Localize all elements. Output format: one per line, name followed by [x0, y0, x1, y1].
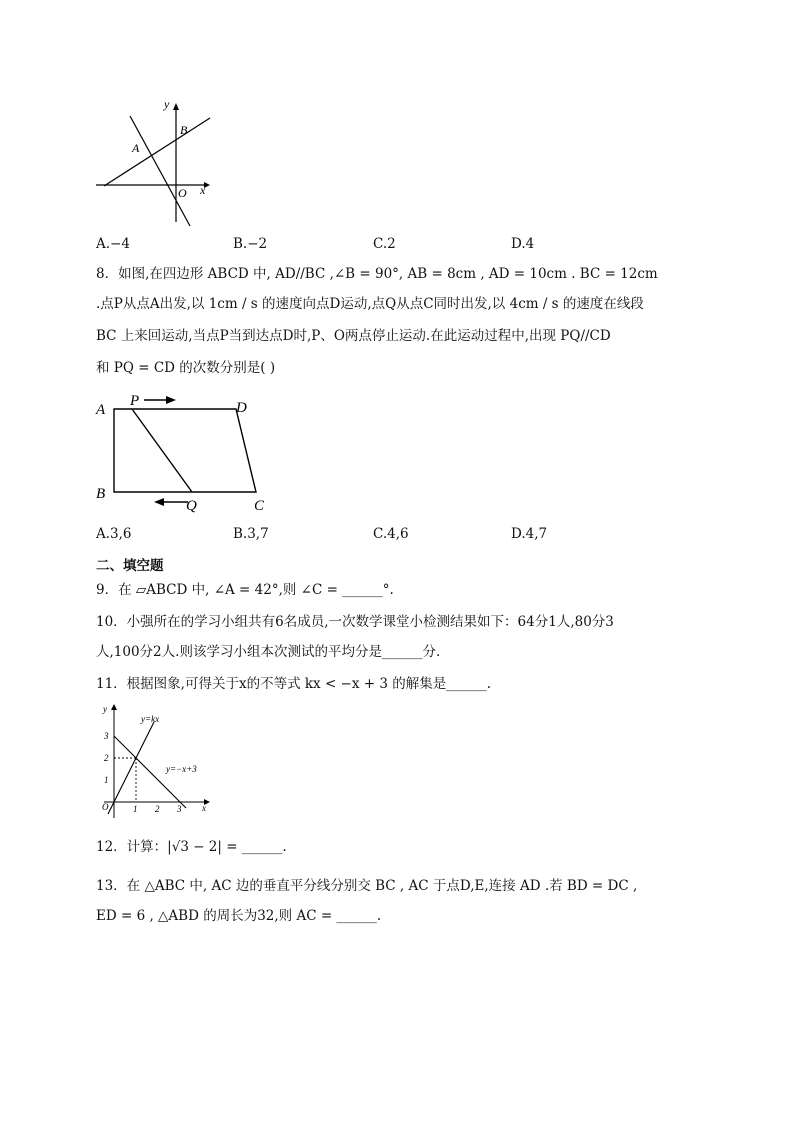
q8-label-a: A [96, 402, 106, 418]
q8-option-d: D.4,7 [511, 526, 548, 542]
q11-ytick-2: 2 [104, 753, 109, 763]
q8-label-p: P [130, 393, 140, 409]
q9-text: 9．在 ▱ABCD 中, ∠A = 42°,则 ∠C = ______°. [96, 582, 394, 598]
q7-line-ab [104, 118, 210, 186]
q8-figure [92, 390, 282, 518]
q8-label-b: B [96, 486, 106, 502]
q7-option-c: C.2 [373, 236, 396, 252]
q11-line2-label: y=−x+3 [166, 764, 197, 774]
q8-segment-pq [132, 409, 192, 492]
q11-text: 11．根据图象,可得关于x的不等式 kx < −x + 3 的解集是______. [96, 676, 492, 692]
q13-line-2: ED = 6 , △ABD 的周长为32,则 AC = ______. [96, 908, 382, 924]
q10-line-2: 人,100分2人.则该学习小组本次测试的平均分是______分. [96, 644, 441, 660]
q11-ytick-3: 3 [104, 731, 109, 741]
q7-label-a: A [132, 141, 140, 155]
q11-xtick-1: 1 [133, 804, 138, 814]
q8-option-b: B.3,7 [233, 526, 269, 542]
q10-line-1: 10．小强所在的学习小组共有6名成员,一次数学课堂小检测结果如下：64分1人,80分3 [96, 614, 614, 630]
q7-option-d: D.4 [511, 236, 535, 252]
q11-label-y: y [103, 704, 107, 714]
q7-y-arrow [173, 103, 179, 110]
q8-option-a: A.3,6 [96, 526, 132, 542]
q13-line-1: 13．在 △ABC 中, AC 边的垂直平分线分别交 BC , AC 于点D,E,连接 AD .若 BD = DC , [96, 878, 638, 894]
q8-arrow-q-head [154, 498, 164, 506]
section-title: 二、填空题 [96, 558, 164, 574]
q8-line-3: BC 上来回运动,当点P当到达点D时,P、O两点停止运动.在此运动过程中,出现 PQ//CD [96, 328, 611, 344]
q7-figure [92, 96, 216, 228]
q8-line-1: 8．如图,在四边形 ABCD 中, AD//BC ,∠B = 90°, AB = 8cm , AD = 10cm . BC = 12cm [96, 266, 658, 282]
q7-label-y: y [164, 97, 170, 111]
q11-line1-label: y=kx [141, 714, 160, 724]
q7-label-o: O [178, 186, 187, 200]
q8-trapezoid [114, 409, 256, 492]
q7-option-b: B.−2 [233, 236, 268, 252]
q7-label-x: x [200, 183, 206, 197]
q8-label-c: C [254, 498, 265, 514]
q8-label-q: Q [186, 498, 197, 514]
q12-text: 12．计算：|√3 − 2| = ______. [96, 839, 287, 855]
q11-figure [94, 700, 218, 822]
q11-y-arrow [111, 704, 117, 710]
q7-option-a: A.−4 [96, 236, 130, 252]
q7-label-b: B [180, 123, 188, 137]
q11-xtick-2: 2 [155, 804, 160, 814]
q11-label-x: x [202, 803, 206, 813]
q8-label-d: D [236, 400, 247, 416]
q11-ytick-1: 1 [104, 775, 109, 785]
q8-option-c: C.4,6 [373, 526, 409, 542]
q11-line-kx [108, 722, 154, 814]
q11-xtick-3: 3 [177, 804, 182, 814]
q8-arrow-p-head [166, 396, 176, 404]
q8-line-2: .点P从点A出发,以 1cm / s 的速度向点D运动,点Q从点C同时出发,以 4cm / s 的速度在线段 [96, 296, 644, 312]
q11-label-o: O [102, 802, 109, 812]
q8-line-4: 和 PQ = CD 的次数分别是( ) [96, 360, 276, 376]
